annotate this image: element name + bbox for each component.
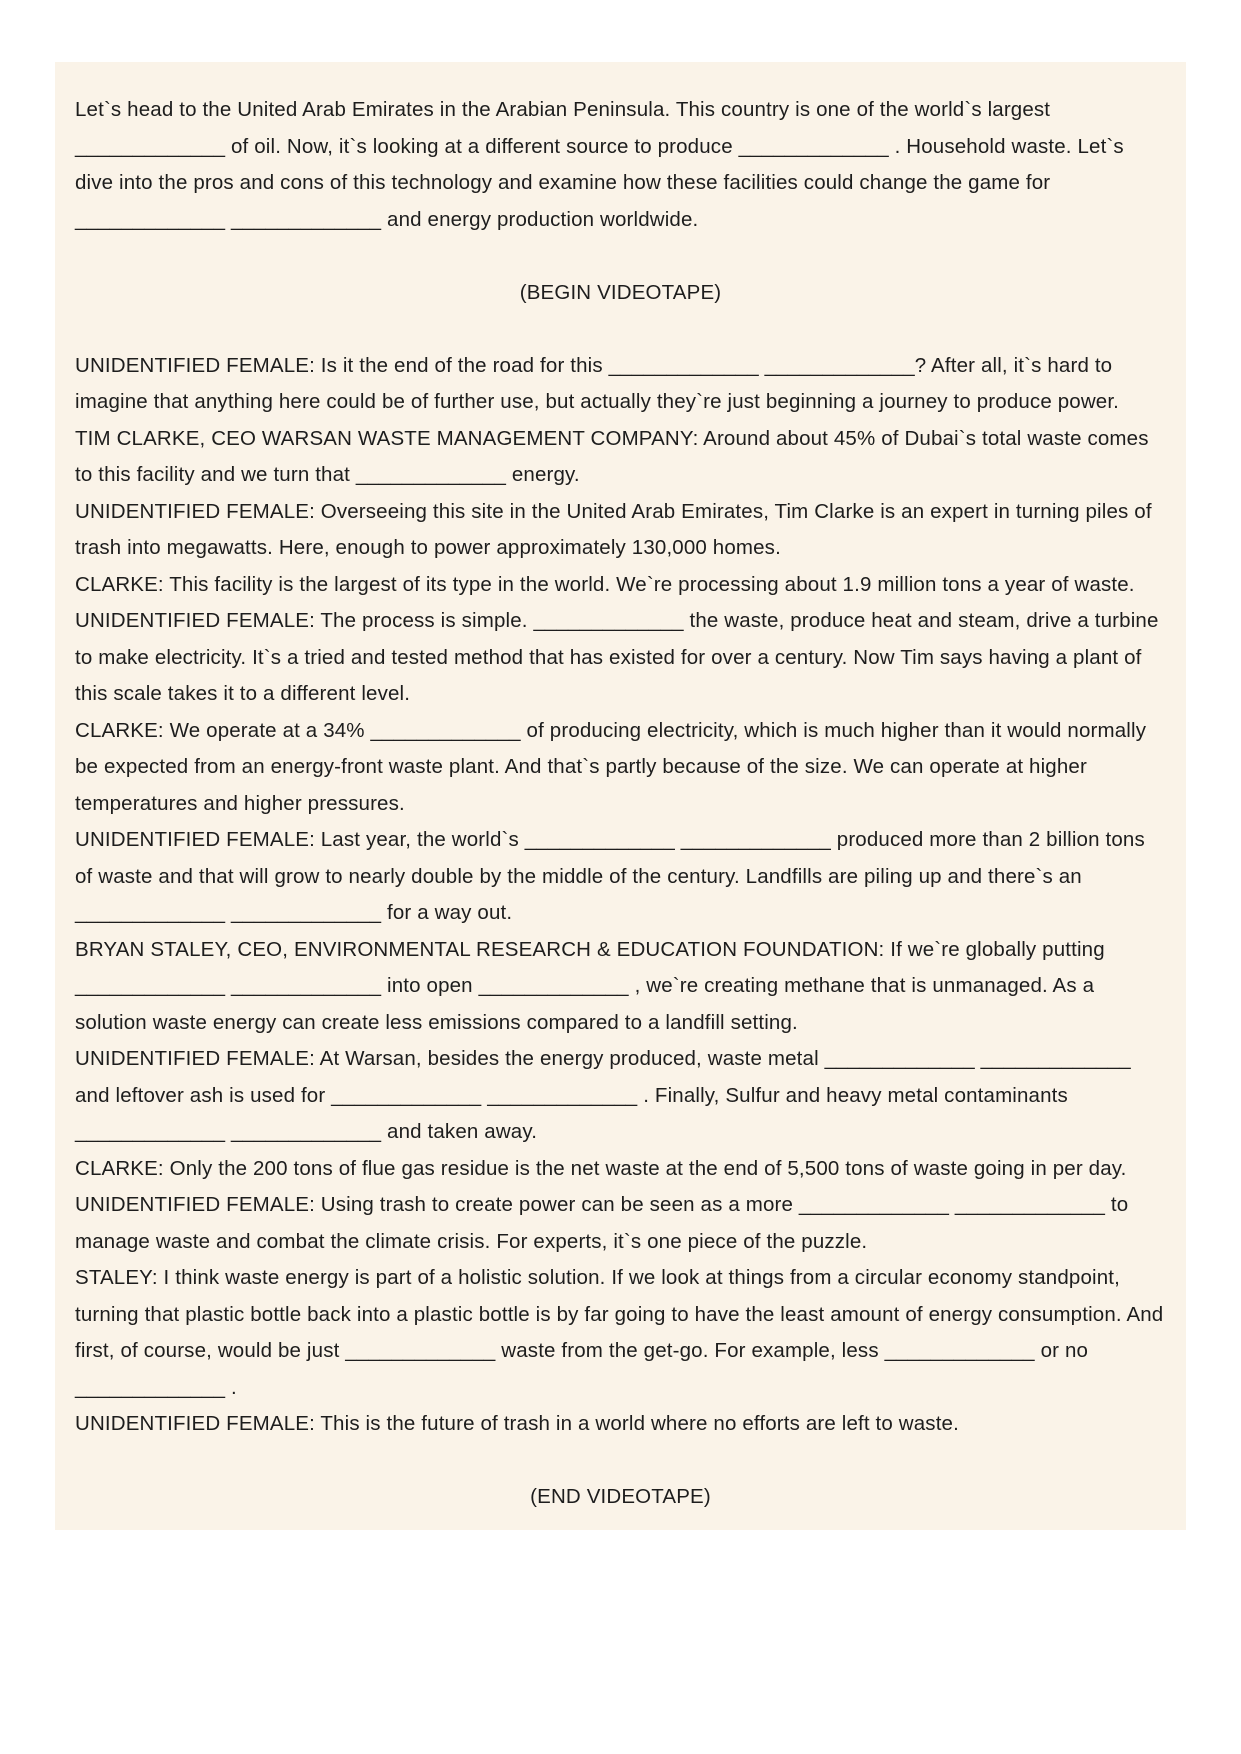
transcript-paragraph-speaker-8: BRYAN STALEY, CEO, ENVIRONMENTAL RESEARCH & EDUCATION FOUNDATION: If we`re globally putting _____________ _____________ into open _____________ , we`re creating methane that is unmanaged. As a solution waste energy can create less emissions compared to a landfill setting. xyxy=(75,937,1105,1034)
transcript-body xyxy=(75,92,1166,1516)
transcript-paragraph-speaker-4: CLARKE: This facility is the largest of its type in the world. We`re processing about 1.9 million tons a year of waste. xyxy=(75,572,1135,596)
transcript-paragraph-speaker-2: TIM CLARKE, CEO WARSAN WASTE MANAGEMENT COMPANY: Around about 45% of Dubai`s total waste comes to this facility and we turn that _____________ energy. xyxy=(75,426,1149,486)
transcript-paragraph-speaker-12: STALEY: I think waste energy is part of a holistic solution. If we look at things from a circular economy standpoint, turning that plastic bottle back into a plastic bottle is by far going to have the least amount of energy consumption. And first, of course, would be just _____________ waste from the get-go. For example, less _____________ or no _____________ . xyxy=(75,1266,1164,1399)
transcript-paragraph-speaker-6: CLARKE: We operate at a 34% _____________ of producing electricity, which is much higher than it would normally be expected from an energy-front waste plant. And that`s partly because of the size. We can operate at higher temperatures and higher pressures. xyxy=(75,718,1147,815)
transcript-paragraph-speaker-3: UNIDENTIFIED FEMALE: Overseeing this site in the United Arab Emirates, Tim Clarke is an expert in turning piles of trash into megawatts. Here, enough to power approximately 130,000 homes. xyxy=(75,499,1152,559)
end-videotape-marker: (END VIDEOTAPE) xyxy=(530,1485,711,1508)
paragraph-spacer xyxy=(75,1443,1166,1480)
paragraph-spacer xyxy=(75,311,1166,348)
begin-videotape-marker: (BEGIN VIDEOTAPE) xyxy=(519,280,722,304)
transcript-paragraph-speaker-7: UNIDENTIFIED FEMALE: Last year, the world`s _____________ _____________ produced more than 2 billion tons of waste and that will grow to nearly double by the middle of the century. Landfills are piling up and there`s an _____________ _____________ for a way out. xyxy=(75,828,1145,924)
transcript-paragraph-speaker-1: UNIDENTIFIED FEMALE: Is it the end of the road for this _____________ _____________? After all, it`s hard to imagine that anything here could be of further use, but actually they`re just beginning a journey to produce power. xyxy=(75,353,1120,413)
transcript-paragraph-speaker-5: UNIDENTIFIED FEMALE: The process is simple. _____________ the waste, produce heat and steam, drive a turbine to make electricity. It`s a tried and tested method that has existed for over a century. Now Tim says having a plant of this scale takes it to a different level. xyxy=(75,609,1159,705)
transcript-page xyxy=(55,62,1186,1530)
transcript-paragraph-speaker-10: CLARKE: Only the 200 tons of flue gas residue is the net waste at the end of 5,500 tons of waste going in per day. xyxy=(75,1156,1127,1180)
paragraph-spacer xyxy=(75,238,1166,275)
transcript-paragraph-speaker-13: UNIDENTIFIED FEMALE: This is the future of trash in a world where no efforts are left to waste. xyxy=(75,1412,959,1435)
transcript-paragraph-intro: Let`s head to the United Arab Emirates in the Arabian Peninsula. This country is one of the world`s largest _____________ of oil. Now, it`s looking at a different source to produce _____________ . Household waste. Let`s dive into the pros and cons of this technology and examine how these facilities could change the game for _____________ _____________ and energy production worldwide. xyxy=(75,98,1124,231)
transcript-paragraph-speaker-11: UNIDENTIFIED FEMALE: Using trash to create power can be seen as a more _____________ _____________ to manage waste and combat the climate crisis. For experts, it`s one piece of the puzzle. xyxy=(75,1193,1129,1253)
transcript-paragraph-speaker-9: UNIDENTIFIED FEMALE: At Warsan, besides the energy produced, waste metal _____________ _____________ and leftover ash is used for _____________ _____________ . Finally, Sulfur and heavy metal contaminants _____________ _____________ and taken away. xyxy=(75,1047,1131,1143)
